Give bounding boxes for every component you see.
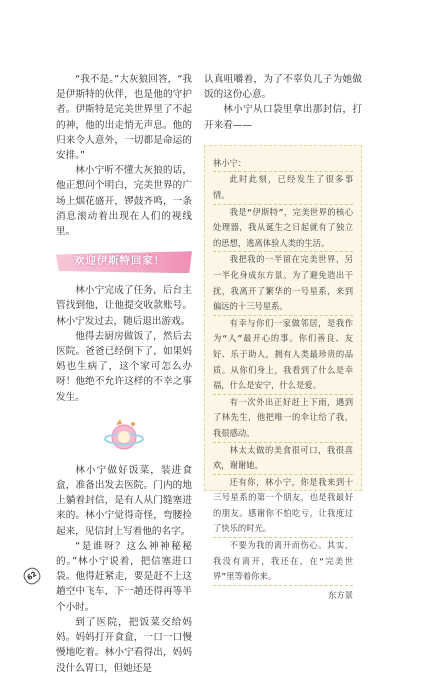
right-column [204,72,362,600]
left-column [56,72,192,676]
letter-line: 我把我的一半留在完美世界，另一半化身成东方景。为了避免造出干扰，我离开了繁华的一号星系，来到偏远的十三号星系。 [213,252,353,315]
section-banner [56,251,192,273]
left-paragraph-2: 林小宁听不懂大灰狼的话，他正想问个明白，完美世界的广场上烟花盛开，锣鼓齐鸣，一条消息滚动着出现在人们的视线里。 [56,165,192,238]
letter-line: 我是“伊斯特”，完美世界的核心处理器，我从诞生之日起就有了独立的思想，逃离体验人类的生活。 [213,205,353,253]
left-paragraph-4: 他得去厨房做饭了，然后去医院。爸爸已经倒下了，如果妈妈也生病了，这个家可怎么办呀！他绝不允许这样的不幸之事发生。 [56,330,192,403]
letter-line: 有幸与你们一家做邻居，是我作为“人”最开心的事。你们善良、友好、乐于助人，拥有人类最珍贵的品质。从你们身上，我看到了什么是幸福，什么是安宁，什么是爱。 [213,316,353,395]
left-paragraph-6: “是谁呀？这么神神秘秘的。”林小宁说着，把信塞进口袋。他得赶紧走，要是赶不上这趟空中飞车，下一趟还得再等半个小时。 [56,540,192,613]
page-number: 62 [21,565,43,587]
banner-title: 欢迎伊斯特回家！ [74,256,166,268]
planet-icon [104,415,144,455]
left-paragraph-7: 到了医院，把饭菜交给妈妈。妈妈打开食盒，一口一口慢慢地吃着。林小宁看得出，妈妈没什么胃口，但她还是 [56,616,192,674]
letter-line: 林太太做的美食很可口，我很喜欢，谢谢她。 [213,443,353,475]
left-paragraph-3: 林小宁完成了任务，后台主管找到他，让他提交收款账号。林小宁发过去，随后退出游戏。 [56,285,192,327]
letter-box [204,145,362,600]
letter-line: 不要为我的离开而伤心。其实，我没有离开，我还在，在“完美世界”里等着你来。 [213,538,353,586]
left-paragraph-1: “我不是。”大灰狼回答，“我是伊斯特的伙伴，也是他的守护者。伊斯特是完美世界里了不起的神，他的出走悄无声息。他的归来令人意外，一切都是命运的安排。” [56,74,192,162]
left-paragraph-5: 林小宁做好饭菜，装进食盒，准备出发去医院。门内的地上躺着封信，是有人从门缝塞进来的。林小宁觉得奇怪，弯腰捡起来，见信封上写着他的名字。 [56,464,192,537]
letter-line: 此时此刻，已经发生了很多事情。 [213,172,353,204]
letter-signature: 东方景 [328,589,353,600]
letter-line: 有一次外出正好赶上下雨，遇到了林先生，他把唯一的伞让给了我，我很感动。 [213,395,353,443]
letter-salutation: 林小宁： [213,156,353,173]
right-paragraph-1: 认真咀嚼着，为了不辜负儿子为她做饭的这份心意。 [204,74,362,101]
letter-line: 还有你，林小宁，你是我来到十三号星系的第一个朋友，也是我最好的朋友。感谢你不怕吃亏，让我度过了快乐的时光。 [213,475,353,538]
right-paragraph-2: 林小宁从口袋里拿出那封信，打开来看—— [204,104,362,131]
